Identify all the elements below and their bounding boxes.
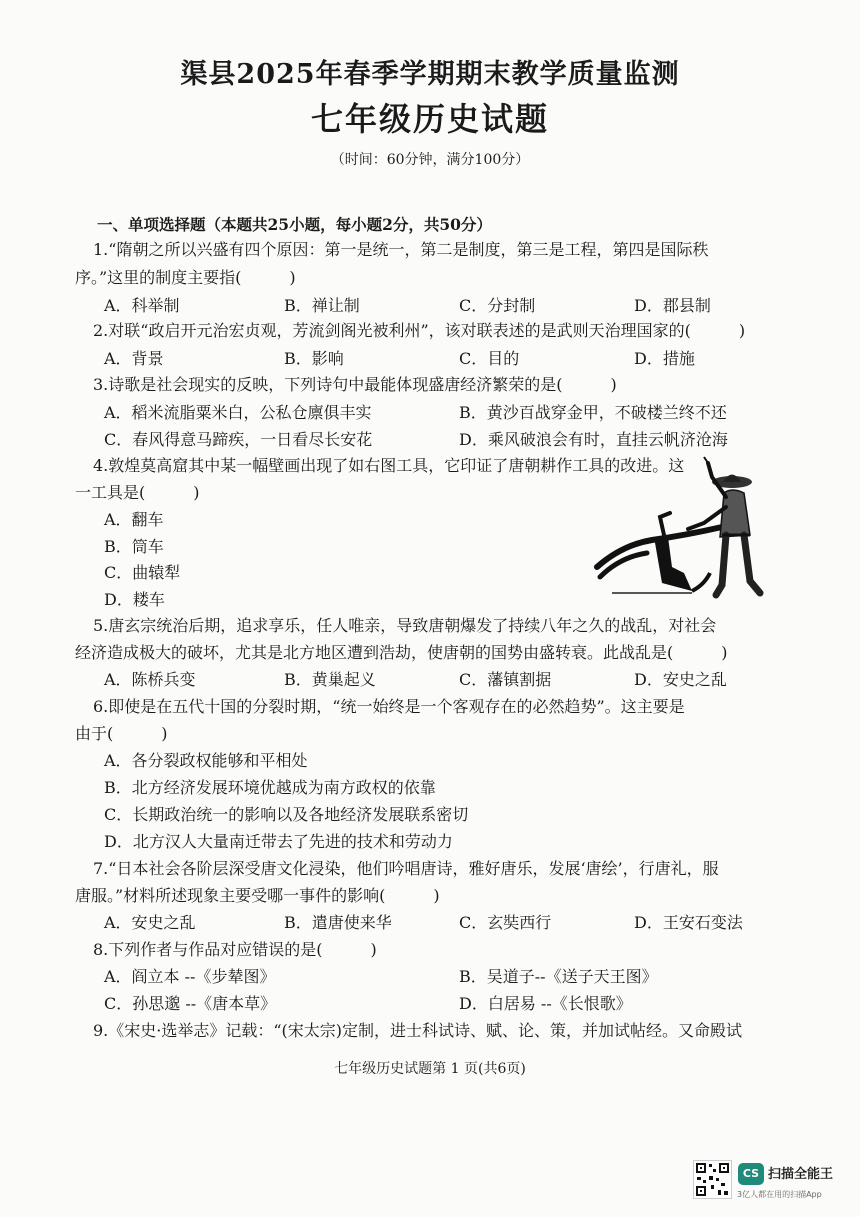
question-5-option-c: C．藩镇割据 [459,670,552,689]
exam-title: 七年级历史试题 [310,100,549,138]
question-1-option-a: A．科举制 [104,296,180,315]
question-8-option-a: A．阎立本 --《步辇图》 [104,967,276,986]
question-4-stem-cont: 一工具是( ) [75,483,200,502]
scanner-app-tagline: 3亿人都在用的扫描App [737,1190,822,1199]
question-2-option-a: A．背景 [104,349,164,368]
question-7-option-a: A．安史之乱 [104,913,196,932]
question-7-option-c: C．玄奘西行 [459,913,552,932]
question-7-option-d: D．王安石变法 [634,913,743,932]
qr-code-icon [693,1160,732,1199]
question-1-option-b: B．禅让制 [284,296,360,315]
question-5-stem: 5.唐玄宗统治后期，追求享乐，任人唯亲，导致唐朝爆发了持续八年之久的战乱，对社会 [93,616,717,635]
question-6-stem: 6.即使是在五代十国的分裂时期，“统一始终是一个客观存在的必然趋势”。这主要是 [93,697,685,716]
question-2-option-c: C．目的 [459,349,520,368]
question-8-option-c: C．孙思邈 --《唐本草》 [104,994,277,1013]
question-2-option-b: B．影响 [284,349,344,368]
exam-time-score: （时间：60分钟，满分100分） [330,152,530,168]
exam-header-line: 渠县2025年春季学期期末教学质量监测 [180,59,680,90]
question-3-stem: 3.诗歌是社会现实的反映，下列诗句中最能体现盛唐经济繁荣的是( ) [93,375,617,394]
question-6-option-d: D．北方汉人大量南迁带去了先进的技术和劳动力 [104,832,453,851]
question-7-stem: 7.“日本社会各阶层深受唐文化浸染，他们吟唱唐诗，雅好唐乐，发展‘唐绘’，行唐礼，服 [93,859,719,878]
question-1-option-d: D．郡县制 [634,296,711,315]
question-3-option-c: C．春风得意马蹄疾，一日看尽长安花 [104,430,373,449]
question-4-option-c: C．曲辕犁 [104,563,181,582]
question-5-option-d: D．安史之乱 [634,670,727,689]
question-5-stem-cont: 经济造成极大的破坏，尤其是北方地区遭到浩劫，使唐朝的国势由盛转衰。此战乱是( ) [75,643,728,662]
question-4-option-d: D．耧车 [104,590,165,609]
question-3-option-a: A．稻米流脂粟米白，公私仓廪俱丰实 [104,403,372,422]
question-8-option-b: B．吴道子--《送子天王图》 [459,967,658,986]
question-2-stem: 2.对联“政启开元治宏贞观，芳流剑阁光被利州”，该对联表述的是武则天治理国家的( ) [93,321,746,340]
section-heading: 一、单项选择题（本题共25小题，每小题2分，共50分） [97,215,492,234]
question-2-option-d: D．措施 [634,349,695,368]
question-6-option-b: B．北方经济发展环境优越成为南方政权的依靠 [104,778,436,797]
question-4-stem: 4.敦煌莫高窟其中某一幅壁画出现了如右图工具，它印证了唐朝耕作工具的改进。这 [93,456,685,475]
question-1-stem: 1.“隋朝之所以兴盛有四个原因：第一是统一，第二是制度，第三是工程，第四是国际秩 [93,240,709,259]
question-6-option-c: C．长期政治统一的影响以及各地经济发展联系密切 [104,805,469,824]
question-1-stem-cont: 序。”这里的制度主要指( ) [75,268,296,287]
camscanner-logo: CS [738,1163,764,1185]
question-7-option-b: B．遣唐使来华 [284,913,392,932]
question-5-option-a: A．陈桥兵变 [104,670,196,689]
curved-plow-illustration [592,455,774,605]
question-8-stem: 8.下列作者与作品对应错误的是( ) [93,940,377,959]
question-4-option-b: B．筒车 [104,537,164,556]
page-footer: 七年级历史试题第 1 页(共6页) [334,1061,526,1077]
question-4-option-a: A．翻车 [104,510,164,529]
question-5-option-b: B．黄巢起义 [284,670,376,689]
question-3-option-b: B．黄沙百战穿金甲，不破楼兰终不还 [459,403,727,422]
question-8-option-d: D．白居易 --《长恨歌》 [459,994,632,1013]
question-7-stem-cont: 唐服。”材料所述现象主要受哪一事件的影响( ) [75,886,440,905]
question-6-option-a: A．各分裂政权能够和平相处 [104,751,308,770]
scanner-app-name: 扫描全能王 [768,1167,834,1182]
question-9-stem: 9.《宋史·选举志》记载：“(宋太宗)定制，进士科试诗、赋、论、策，并加试帖经。又命殿试 [93,1021,743,1040]
question-3-option-d: D．乘风破浪会有时，直挂云帆济沧海 [459,430,728,449]
question-6-stem-cont: 由于( ) [75,724,168,743]
question-1-option-c: C．分封制 [459,296,536,315]
